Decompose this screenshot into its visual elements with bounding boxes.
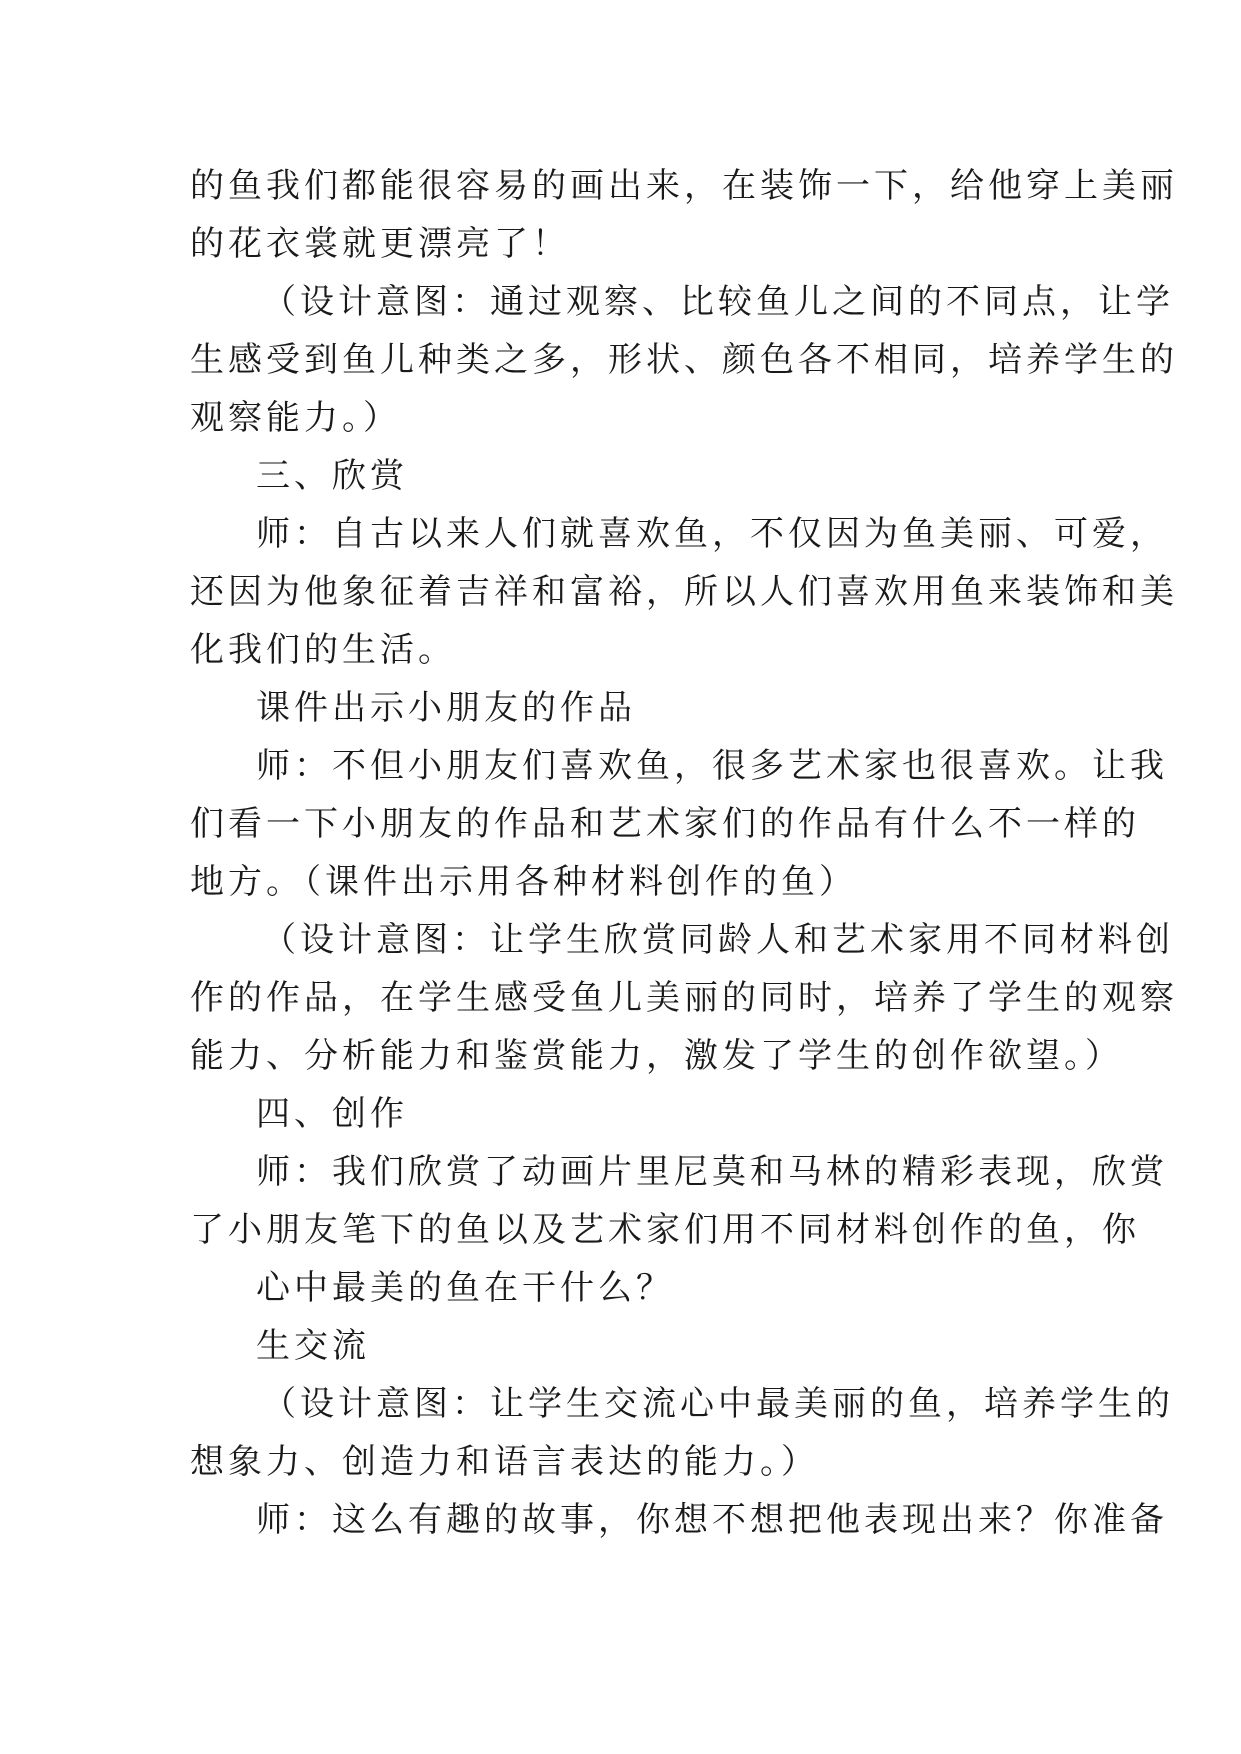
text-line-13: 地方。（课件出示用各种材料创作的鱼） — [190, 862, 857, 902]
section-heading-appreciation: 三、欣赏 — [256, 456, 408, 496]
design-intent-paragraph: （设计意图：让学生交流心中最美丽的鱼，培养学生的 — [262, 1384, 1174, 1424]
section-heading-creation: 四、创作 — [256, 1094, 408, 1134]
design-intent-paragraph: （设计意图：让学生欣赏同龄人和艺术家用不同材料创 — [262, 920, 1174, 960]
design-intent-paragraph: （设计意图：通过观察、比较鱼儿之间的不同点，让学 — [262, 282, 1174, 322]
teacher-paragraph: 师：自古以来人们就喜欢鱼，不仅因为鱼美丽、可爱， — [256, 514, 1168, 554]
text-line-9: 化我们的生活。 — [190, 630, 456, 670]
text-line-8: 还因为他象征着吉祥和富裕，所以人们喜欢用鱼来装饰和美 — [190, 572, 1178, 612]
text-line-5: 观察能力。） — [190, 398, 401, 438]
text-line-4: 生感受到鱼儿种类之多，形状、颜色各不相同，培养学生的 — [190, 340, 1178, 380]
courseware-note: 课件出示小朋友的作品 — [256, 688, 636, 728]
text-line-23: 想象力、创造力和语言表达的能力。） — [190, 1442, 819, 1482]
text-line-2: 的花衣裳就更漂亮了！ — [190, 224, 570, 264]
teacher-paragraph: 师：我们欣赏了动画片里尼莫和马林的精彩表现，欣赏 — [256, 1152, 1168, 1192]
text-line-20: 心中最美的鱼在干什么？ — [256, 1268, 674, 1308]
text-line-19: 了小朋友笔下的鱼以及艺术家们用不同材料创作的鱼，你 — [190, 1210, 1140, 1250]
text-line-12: 们看一下小朋友的作品和艺术家们的作品有什么不一样的 — [190, 804, 1140, 844]
student-exchange-note: 生交流 — [256, 1326, 370, 1366]
text-line-16: 能力、分析能力和鉴赏能力，激发了学生的创作欲望。） — [190, 1036, 1123, 1076]
text-line-15: 作的作品，在学生感受鱼儿美丽的同时，培养了学生的观察 — [190, 978, 1178, 1018]
text-line-1: 的鱼我们都能很容易的画出来，在装饰一下，给他穿上美丽 — [190, 166, 1178, 206]
teacher-paragraph: 师：不但小朋友们喜欢鱼，很多艺术家也很喜欢。让我 — [256, 746, 1168, 786]
teacher-paragraph: 师：这么有趣的故事，你想不想把他表现出来？你准备 — [256, 1500, 1168, 1540]
